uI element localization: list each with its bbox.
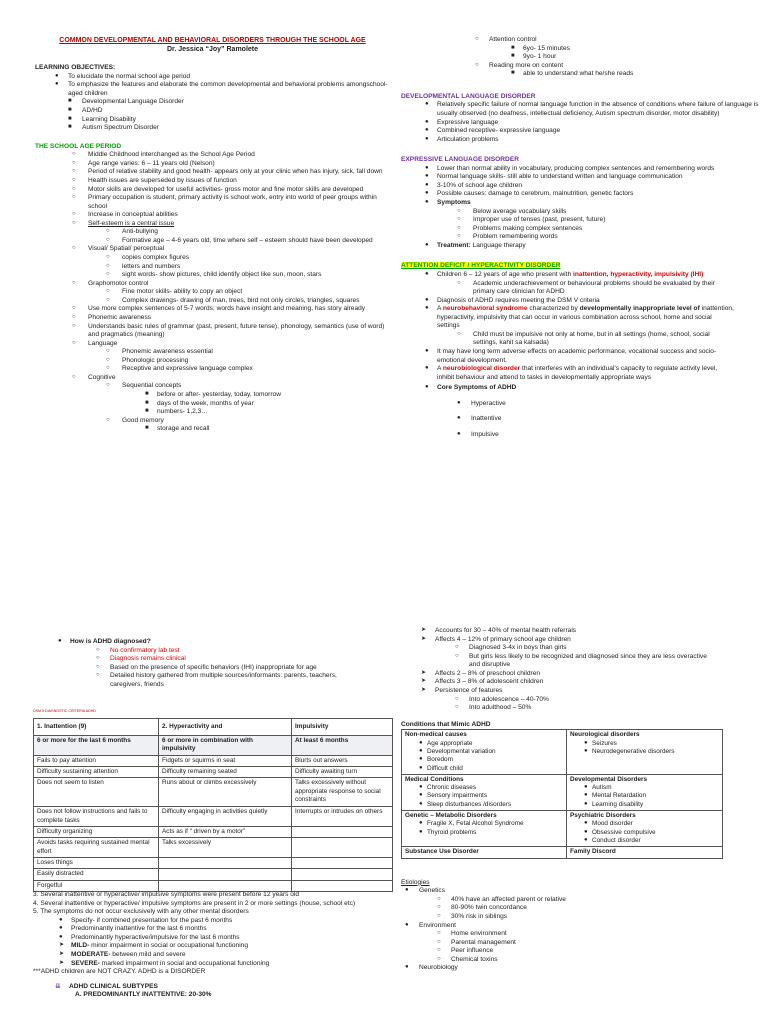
- list-item: ○ Sequential concepts: [106, 382, 182, 390]
- list-item: ● Neurobiology: [405, 964, 458, 972]
- list-item: ○ Graphomotor control: [72, 279, 149, 287]
- list-item: ○ Academic underachievement or behavioural problems should be evaluated by their primary care clinician for ADHD: [457, 279, 715, 296]
- table-row: [34, 766, 393, 777]
- table-cell: [292, 869, 393, 880]
- dsm-caption: DSM 5 DIAGNOSTIC CRITERIA ADHD: [33, 709, 96, 713]
- list-item: ● Environment: [405, 921, 457, 929]
- table-cell: Neurological disorders ● Seizures ● Neurodegenerative disorders: [567, 730, 723, 775]
- list-item: ➤ Accounts for 30 – 40% of mental health referrals: [421, 627, 577, 634]
- list-item: ● Conduct disorder: [584, 837, 641, 845]
- list-item: ○ Peer influence: [437, 947, 494, 955]
- list-item: ○ Chemical toxins: [437, 955, 498, 963]
- list-item: ● Lower than normal ability in vocabulary, producing complex sentences and remembering words: [425, 164, 715, 172]
- table-cell: Forgetful: [34, 880, 159, 891]
- eld-list: [395, 165, 765, 251]
- list-item: ○ But girls less likely to be recognized and diagnosed since they are less overactive and disruptive: [455, 652, 707, 669]
- table-cell: Easily distracted: [34, 869, 159, 880]
- table-cell: Substance Use Disorder: [402, 847, 567, 858]
- list-item: ○ Use more complex sentences of 5-7 words; words have insight and meaning, has story already: [72, 305, 366, 313]
- list-item: ○ 40% have an affected parent or relative: [437, 895, 566, 903]
- dsm-criteria-table: [33, 718, 393, 892]
- list-item: ● Articulation problems: [425, 135, 499, 143]
- list-item: ● Possible causes: damage to cerebrum, malnutrition, genetic factors: [425, 190, 634, 198]
- list-item: ○ 30% risk in siblings: [437, 913, 508, 921]
- list-item: ○ copies complex figures: [106, 254, 190, 261]
- list-item: ■ numbers- 1,2,3…: [145, 408, 208, 416]
- table-row: [402, 811, 723, 847]
- document-title: COMMON DEVELOPMENTAL AND BEHAVIORAL DISORDERS THROUGH THE SCHOOL AGE: [59, 37, 366, 44]
- list-item: ○ Problem remembering words: [457, 233, 558, 241]
- document-author: Dr. Jessica “Joy” Ramolete: [166, 46, 259, 54]
- table-cell: 6 or more in combination with impulsivity: [159, 736, 292, 756]
- list-item: ● It may have long term adverse effects on academic performance, vocational success and socio-emotional development.: [425, 348, 717, 364]
- table-cell: Does not follow instructions and fails to complete tasks: [34, 807, 159, 827]
- table-cell: [292, 857, 393, 868]
- list-item: ■ AD/HD: [68, 107, 103, 114]
- list-item: ■ able to understand what he/she reads: [511, 70, 634, 78]
- list-item: ● Expressive language: [425, 118, 499, 126]
- list-item: ● Core Symptoms of ADHD: [425, 384, 517, 392]
- adhd-heading: ATTENTION DEFICIT / HYPERACTIVITY DISORDER: [401, 262, 561, 270]
- list-item: ● Diagnosis of ADHD requires meeting the DSM V criteria: [425, 296, 600, 304]
- table-cell: [159, 880, 292, 891]
- table-cell: Runs about or climbs excessively: [159, 778, 292, 807]
- mimic-heading: Conditions that Mimic ADHD: [401, 720, 491, 728]
- list-item: ○ Improper use of tenses (past, present, future): [457, 216, 606, 224]
- list-item: ■ before or after- yesterday, today, tomorrow: [145, 391, 281, 398]
- list-item: ● Sleep disturbances /disorders: [419, 800, 512, 808]
- list-item: ■ 9yo- 1 hour: [511, 53, 557, 61]
- table-row: [34, 880, 393, 891]
- table-cell: At least 6 months: [292, 736, 393, 756]
- table-row: [34, 869, 393, 880]
- list-item: ● Sensory impairments: [419, 792, 488, 800]
- list-item: ○ Into adulthood – 50%: [455, 704, 532, 712]
- list-item: ● Combined receptive- expressive language: [425, 127, 561, 135]
- list-item: ● Predominantly hyperactive/impulsive for the last 6 months: [59, 933, 240, 941]
- list-item: ● Difficult child: [419, 764, 463, 772]
- list-item: ➤ Affects 2 – 8% of preschool children: [421, 669, 541, 677]
- subtypes-heading: ⇊ ADHD CLINICAL SUBTYPES: [55, 982, 158, 990]
- table-cell: [292, 838, 393, 858]
- table-cell: Difficulty remaining seated: [159, 766, 292, 777]
- table-row: [402, 774, 723, 810]
- list-item: ● Mood disorder: [584, 820, 633, 828]
- list-item: ● To elucidate the normal school age period: [55, 72, 191, 80]
- list-item: ● Seizures: [584, 739, 617, 747]
- attention-list: [395, 36, 765, 79]
- table-cell: Psychiatric Disorders ● Mood disorder ● Obsessive compulsive ● Conduct disorder: [567, 811, 723, 847]
- list-item: ■ 6yo- 15 minutes: [511, 44, 570, 52]
- list-item: ○ Detailed history gathered from multiple sources/informants: parents, teachers, caregivers, friends: [96, 672, 337, 688]
- list-item: ○ Phonologic processing: [106, 356, 189, 364]
- list-item: ○ Good memory: [106, 416, 164, 424]
- adhd-list: [395, 271, 765, 440]
- dsm-notes: [33, 891, 393, 1000]
- list-item: ➤ Affects 3 – 8% of adolescent children: [421, 678, 544, 686]
- dld-heading: DEVELOPMENTAL LANGUAGE DISORDER: [401, 92, 536, 100]
- note: 5. The symptoms do not occur exclusively with any other mental disorders: [33, 908, 249, 916]
- list-item: ○ Middle Childhood interchanged as the School Age Period: [72, 151, 255, 159]
- list-item: ○ Parental management: [437, 938, 516, 946]
- list-item: ● Mental Retardation: [584, 792, 646, 800]
- list-item: ○ Health issues are superseded by issues of function: [72, 176, 237, 184]
- table-cell: Non-medical causes ● Age appropriate ● Developmental variation ● Boredom ● Difficult child: [402, 730, 567, 775]
- eld-heading: EXPRESSIVE LANGUAGE DISORDER: [401, 156, 519, 164]
- list-item: ● Learning disability: [584, 800, 644, 808]
- list-item: ● How is ADHD diagnosed?: [58, 638, 151, 645]
- table-header: 1. Inattention (9): [34, 718, 159, 735]
- table-cell: Developmental Disorders ● Autism ● Mental Retardation ● Learning disability: [567, 774, 723, 810]
- list-item: ○ Motor skills are developed for useful activities- gross motor and fine motor skills are developed: [72, 185, 364, 193]
- list-item: ○ 80-90% twin concordance: [437, 904, 527, 912]
- list-item: ● Autism: [584, 784, 612, 792]
- list-item: ○ Language: [72, 339, 118, 347]
- table-cell: [159, 869, 292, 880]
- list-item: ○ Anti-bullying: [106, 228, 158, 236]
- list-item: ○ Into adolescence – 40-70%: [455, 695, 549, 703]
- table-cell: Does not seem to listen: [34, 778, 159, 807]
- list-item: ➤ MODERATE- between mild and severe: [59, 950, 186, 958]
- list-item: ○ Problems making complex sentences: [457, 224, 583, 232]
- school-age-heading: THE SCHOOL AGE PERIOD: [35, 142, 122, 150]
- mimic-table: [401, 729, 723, 859]
- list-item: ● Developmental variation: [419, 747, 496, 755]
- table-row: [402, 730, 723, 775]
- list-item: ○ No confirmatory lab test: [96, 646, 180, 654]
- list-item: ● 3-10% of school age children: [425, 181, 523, 189]
- list-item: ○ Self-esteem is a central issue: [72, 219, 175, 227]
- list-item: ● Specify- if combined presentation for the past 6 months: [59, 916, 233, 924]
- table-cell: Loses things: [34, 857, 159, 868]
- list-item: ➤ Persistence of features: [421, 686, 503, 694]
- objectives-list: [0, 73, 395, 133]
- list-item: ○ Home environment: [437, 930, 507, 938]
- list-item: ○ Attention control: [475, 36, 537, 43]
- list-item: ➤ SEVERE- marked impairment in social and occupational functioning: [59, 959, 270, 967]
- table-cell: [292, 826, 393, 837]
- table-header: Impulsivity: [292, 718, 393, 735]
- table-cell: Acts as if “ driven by a motor”: [159, 826, 292, 837]
- dsm-section: [33, 709, 393, 892]
- list-item: ○ Understands basic rules of grammar (past, present, future tense), phonology, semantics (use of word) and pragmatics (meaning): [72, 322, 385, 339]
- list-item: ● Fragile X, Fetal Alcohol Syndrome: [419, 820, 524, 828]
- table-row: [34, 755, 393, 766]
- list-item: ○ Phonemic awareness essential: [106, 348, 213, 356]
- list-item: ● Symptoms: [425, 199, 471, 206]
- table-row: [34, 826, 393, 837]
- list-item: ■ Developmental Language Disorder: [68, 98, 184, 106]
- left-column: [0, 36, 395, 434]
- list-item: ● Inattentive: [457, 415, 502, 423]
- table-cell: Genetic – Metabolic Disorders ● Fragile X, Fetal Alcohol Syndrome ● Thyroid problems: [402, 811, 567, 847]
- list-item: ○ Fine motor skills- ability to copy an object: [106, 288, 243, 296]
- list-item: ○ sight words- show pictures, child identify object like sun, moon, stars: [106, 271, 322, 279]
- etiologies-list: [395, 887, 765, 973]
- table-cell: Interrupts or intrudes on others: [292, 807, 393, 827]
- list-item: ○ Based on the presence of specific behaviors (IHI) inappropriate for age: [96, 663, 317, 671]
- list-item: ○ Complex drawings- drawing of man, trees, bird not only circles, triangles, squares: [106, 296, 360, 304]
- list-item: ● Thyroid problems: [419, 828, 477, 836]
- table-cell: Difficulty engaging in activities quietly: [159, 807, 292, 827]
- list-item: ○ Increase in conceptual abilities: [72, 211, 178, 219]
- table-cell: 6 or more for the last 6 months: [34, 736, 159, 756]
- table-cell: Difficulty organizing: [34, 826, 159, 837]
- list-item: ○ Child must be impulsive not only at home, but in all settings (home, school, social settings, kahit sa kalsada): [457, 330, 710, 347]
- list-item: ■ Learning Disability: [68, 115, 136, 123]
- table-cell: [292, 880, 393, 891]
- table-cell: Medical Conditions ● Chronic diseases ● Sensory impairments ● Sleep disturbances /disorders: [402, 774, 567, 810]
- table-header-row: [34, 718, 393, 735]
- list-item: ■ storage and recall: [145, 425, 210, 433]
- table-header: 2. Hyperactivity and: [159, 718, 292, 735]
- list-item: ○ Age range varies: 6 – 11 years old (Nelson): [72, 159, 215, 167]
- objectives-heading: LEARNING OBJECTIVES:: [35, 64, 116, 72]
- table-cell: Blurts out answers: [292, 755, 393, 766]
- stats-section: [395, 627, 765, 973]
- list-item: ● Relatively specific failure of normal language function in the absence of conditions where failure of language is usually observed (no deafness, intellectual deficiency, Autism spectrum disorder, motor disability): [425, 101, 759, 117]
- table-cell: Talks excessively without appropriate response to social constraints: [292, 778, 393, 807]
- list-item: ● Obsessive compulsive: [584, 828, 656, 836]
- table-row: [34, 778, 393, 807]
- table-row: [402, 847, 723, 858]
- list-item: ○ Period of relative stability and good health- appears only at your clinic when has injury, sick, fall down: [72, 168, 383, 176]
- list-item: ○ Phonemic awareness: [72, 313, 152, 321]
- note: 4. Several inattentive or hyperactive/ impulsive symptoms are present in 2 or more settings (house, school etc): [33, 899, 356, 907]
- list-item: ➤ Affects 4 – 12% of primary school age children: [421, 635, 571, 643]
- list-item: ● Genetics: [405, 887, 446, 895]
- list-item: ● A neurobiological disorder that interferes with an individual’s capacity to regulate activity level, inhibit behaviour and attend to tasks in developmentally appropriate ways: [425, 365, 718, 381]
- list-item: ● To emphasize the features and elaborate the common developmental and behavioral problems amongschool-aged children: [55, 81, 388, 97]
- list-item: ○ Diagnosed 3-4x in boys than girls: [455, 644, 567, 652]
- table-cell: [159, 857, 292, 868]
- list-item: ○ Diagnosis remains clinical: [96, 655, 186, 663]
- diagnosis-section: [0, 638, 395, 689]
- list-item: ● Impulsive: [457, 430, 499, 438]
- list-item: ○ Cognitive: [72, 373, 116, 381]
- list-item: ● Boredom: [419, 756, 453, 764]
- list-item: ○ Formative age – 4-6 years old, time where self – esteem should have been developed: [106, 236, 373, 244]
- list-item: ■ days of the week, months of year: [145, 399, 254, 407]
- list-item: ● Hyperactive: [457, 399, 506, 407]
- dld-list: [395, 101, 765, 144]
- list-item: ○ Receptive and expressive language complex: [106, 365, 253, 373]
- table-cell: Family Discord: [567, 847, 723, 858]
- list-item: ● Age appropriate: [419, 739, 473, 747]
- etiologies-heading: Etiologies: [401, 878, 430, 886]
- subtype-item: A. PREDOMINANTLY INATTENTIVE: 20-30%: [75, 991, 212, 999]
- list-item: ● Children 6 – 12 years of age who present with inattention, hyperactivity, impulsivity (IHI): [425, 270, 704, 278]
- note: 3. Several inattentive or hyperactive/ impulsive symptoms were present before 12 years old: [33, 891, 300, 898]
- table-row: [34, 807, 393, 827]
- arrow-icon: ⇊: [55, 982, 61, 990]
- list-item: ● Predominantly inattentive for the last 6 months: [59, 925, 207, 933]
- table-row: [34, 857, 393, 868]
- list-item: ➤ MILD- minor impairment in social or occupational functioning: [59, 942, 249, 950]
- table-cell: Talks excessively: [159, 838, 292, 858]
- note: ***ADHD children are NOT CRAZY. ADHD is a DISORDER: [33, 968, 206, 976]
- list-item: ○ Reading more on content: [475, 61, 564, 69]
- right-column: [395, 36, 765, 440]
- table-cell: Avoids tasks requiring sustained mental effort: [34, 838, 159, 858]
- school-age-list: [0, 151, 395, 434]
- table-cell: Difficulty awaiting turn: [292, 766, 393, 777]
- list-item: ■ Autism Spectrum Disorder: [68, 124, 159, 132]
- list-item: ● A neurobehavioral syndrome characterized by developmentally inappropriate level of inattention, hyperactivity, impulsivity that can occur in various combination across school, home and social settings: [425, 305, 734, 330]
- table-cell: Fails to pay attention: [34, 755, 159, 766]
- table-row: [34, 838, 393, 858]
- list-item: ● Neurodegenerative disorders: [584, 747, 675, 755]
- table-subheader-row: [34, 736, 393, 756]
- list-item: ○ letters and numbers: [106, 262, 181, 270]
- list-item: ● Normal language skills- still able to understand written and language communication: [425, 173, 683, 181]
- list-item: ○ Visual/ Spatial/ perceptual: [72, 245, 165, 253]
- table-cell: Difficulty sustaining attention: [34, 766, 159, 777]
- list-item: ● Treatment: Language therapy: [425, 241, 526, 249]
- list-item: ● Chronic diseases: [419, 784, 477, 792]
- table-cell: Fidgets or squirms in seat: [159, 755, 292, 766]
- list-item: ○ Below average vocabulary skills: [457, 207, 567, 215]
- list-item: ○ Primary occupation is student, primary activity is school work, entry into world of peer groups within school: [72, 194, 377, 210]
